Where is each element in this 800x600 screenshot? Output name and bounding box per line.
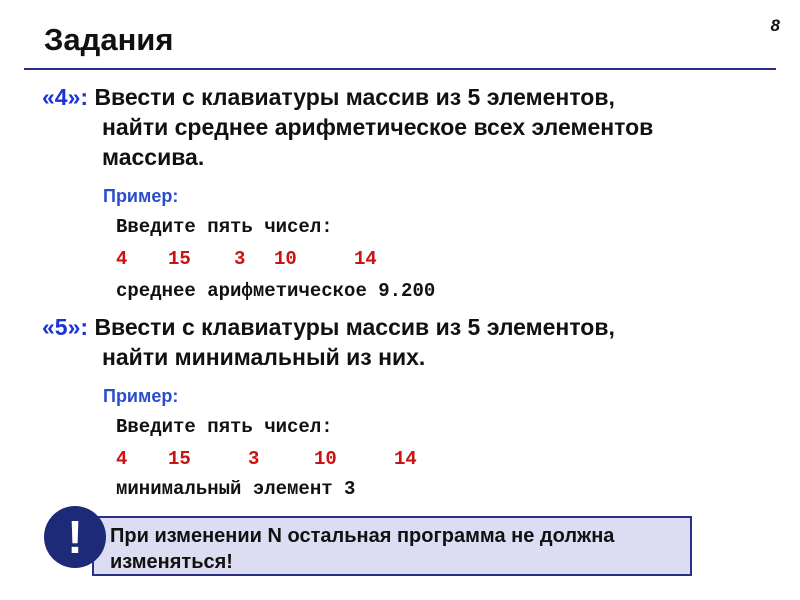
task-5-result: минимальный элемент 3	[116, 478, 356, 500]
exclamation-icon: !	[44, 506, 106, 568]
task-5-inputs	[116, 448, 436, 472]
note-line-1: При изменении N остальная программа не должна	[110, 525, 615, 547]
task-4-input-3: 3	[234, 248, 246, 270]
note-text	[110, 523, 690, 575]
task-4-result: среднее арифметическое 9.200	[116, 280, 436, 302]
task-5-input-3: 3	[248, 448, 260, 470]
note-box	[92, 516, 692, 576]
task-4-input-4: 10	[274, 248, 297, 270]
task-4-input-1: 4	[116, 248, 128, 270]
task-4-line-1	[42, 82, 782, 112]
task-4-input-2: 15	[168, 248, 191, 270]
task-4-example-label: Пример:	[103, 186, 179, 206]
task-4-input-5: 14	[354, 248, 377, 270]
task-4-number: «4»:	[42, 84, 89, 110]
task-5-text-1: Ввести с клавиатуры массив из 5 элементов,	[94, 314, 615, 340]
task-5-input-4: 10	[314, 448, 337, 470]
title-divider	[24, 68, 776, 70]
task-5-number: «5»:	[42, 314, 89, 340]
task-4-text-1: Ввести с клавиатуры массив из 5 элементов,	[94, 84, 615, 110]
task-5-prompt: Введите пять чисел:	[116, 416, 333, 438]
task-5-text-2: найти минимальный из них.	[102, 344, 426, 370]
note-line-2: изменяться!	[110, 551, 233, 573]
task-5-input-1: 4	[116, 448, 128, 470]
task-4-text-2: найти среднее арифметическое всех элементов	[102, 114, 654, 140]
task-5-line-1	[42, 312, 782, 342]
task-4-inputs	[116, 248, 416, 272]
task-4-text-3: массива.	[102, 144, 205, 170]
task-5	[42, 312, 782, 372]
slide-title: Задания	[44, 22, 174, 57]
task-5-example-label: Пример:	[103, 386, 179, 406]
task-5-input-5: 14	[394, 448, 417, 470]
task-4-prompt: Введите пять чисел:	[116, 216, 333, 238]
task-4	[42, 82, 782, 172]
page-number: 8	[770, 16, 780, 35]
task-5-input-2: 15	[168, 448, 191, 470]
